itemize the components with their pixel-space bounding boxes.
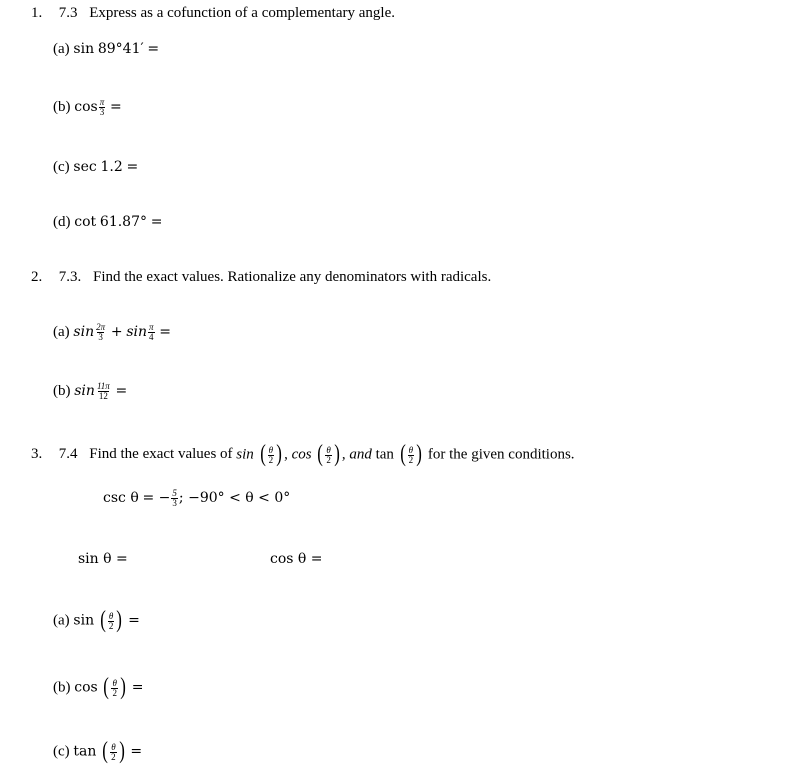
q3a-label: (a) xyxy=(53,612,70,629)
q3c-label: (c) xyxy=(53,743,70,760)
q2b-eq: = xyxy=(115,383,128,399)
q1c-arg: 1.2 xyxy=(100,159,123,175)
q3-theta-3: θ xyxy=(408,444,414,455)
q3a-two: 2 xyxy=(108,620,114,631)
q2a-fraction1 xyxy=(95,323,106,342)
q2-section: 7.3. xyxy=(58,269,82,285)
q1-number: 1. xyxy=(31,5,43,21)
q3-two-2: 2 xyxy=(326,454,331,465)
q3-comma-1: , xyxy=(284,446,288,463)
q2b-fraction xyxy=(96,382,111,401)
q3c-func: tan xyxy=(73,743,97,760)
q2b-den: 12 xyxy=(98,391,108,402)
q2-number: 2. xyxy=(31,269,43,285)
q3b-half-angle: ( $\frac{\theta}{2}$ ) xyxy=(103,674,126,700)
q2a-num2: π xyxy=(149,322,154,333)
q3b-two: 2 xyxy=(112,687,117,698)
q1c-eq: = xyxy=(126,159,139,175)
q3b-func: cos xyxy=(74,679,98,696)
q1a-func: sin xyxy=(73,41,95,57)
q2b-label: (b) xyxy=(53,383,71,399)
q3-instruction-post: for the given conditions. xyxy=(427,446,575,463)
q1c-func: sec xyxy=(73,159,97,175)
q3-heading xyxy=(31,443,575,467)
q3-part-a xyxy=(53,609,140,633)
q2a-num1: 2π xyxy=(96,322,106,333)
q3-tan-word: tan xyxy=(375,446,394,463)
q3-two-1: 2 xyxy=(268,454,274,465)
q1b-num: π xyxy=(99,97,105,108)
q3-part-c xyxy=(53,740,142,764)
q3-two-3: 2 xyxy=(408,454,414,465)
q3-cos-theta: cos θ = xyxy=(270,551,323,567)
q3a-half-angle: ( $\frac{\theta}{2}$ ) xyxy=(100,607,123,633)
q3-sin-theta: sin θ = xyxy=(78,551,128,567)
q2a-den2: 4 xyxy=(149,332,154,343)
q2a-den1: 3 xyxy=(98,332,103,343)
q3-section: 7.4 xyxy=(58,446,78,463)
q1-part-b xyxy=(53,98,122,117)
q3c-eq: = xyxy=(130,743,143,760)
q3c-two: 2 xyxy=(111,751,116,762)
q3b-eq: = xyxy=(131,679,144,696)
q3-given-condition xyxy=(103,489,290,508)
q3-part-b xyxy=(53,676,143,700)
q1c-label: (c) xyxy=(53,159,70,175)
q3c-half-angle: ( $\frac{\theta}{2}$ ) xyxy=(102,738,125,764)
q1-part-c xyxy=(53,158,138,176)
q1a-eq: = xyxy=(147,41,160,57)
q2a-label: (a) xyxy=(53,324,70,340)
q3-given-fraction xyxy=(171,489,178,508)
q1d-arg: 61.87° xyxy=(99,214,147,230)
q3-half-angle-3: ( $\frac{\theta}{2}$ ) xyxy=(399,441,422,467)
q2a-func2: sin xyxy=(126,324,148,340)
q1-heading xyxy=(31,4,395,22)
q1-instruction: Express as a cofunction of a complementary angle. xyxy=(89,5,395,21)
q1b-den: 3 xyxy=(99,107,105,118)
q2-heading xyxy=(31,268,491,286)
q1a-arg: 89°41′ xyxy=(97,41,144,57)
q3-half-angle-2: ( $\frac{\theta}{2}$ ) xyxy=(317,441,340,467)
q3-half-angle-1: ( $\frac{\theta}{2}$ ) xyxy=(259,441,282,467)
q3-theta-2: θ xyxy=(326,444,331,455)
q2a-plus: + xyxy=(110,324,123,340)
q2b-func: sin xyxy=(74,383,95,399)
q1b-fraction xyxy=(99,98,106,117)
q2a-fraction2 xyxy=(148,323,155,342)
q3-and-word: and xyxy=(349,446,372,463)
q2b-num: 11π xyxy=(96,381,110,392)
q1-part-d xyxy=(53,213,162,231)
q3-given-eq: = − xyxy=(142,490,171,506)
q1b-eq: = xyxy=(109,99,122,115)
q2-instruction: Find the exact values. Rationalize any denominators with radicals. xyxy=(93,269,492,285)
q3b-label: (b) xyxy=(53,679,71,696)
q3-number: 3. xyxy=(31,446,43,463)
q1-section: 7.3 xyxy=(58,5,78,21)
q2-part-a xyxy=(53,323,171,342)
q3-given-num: 5 xyxy=(172,488,177,499)
q1a-label: (a) xyxy=(53,41,70,57)
q3-cos-word: cos xyxy=(291,446,312,463)
q1d-func: cot xyxy=(74,214,97,230)
q2a-eq: = xyxy=(159,324,172,340)
q3c-theta: θ xyxy=(111,741,116,752)
q3-theta-1: θ xyxy=(268,444,274,455)
q1b-label: (b) xyxy=(53,99,71,115)
q3-given-den: 3 xyxy=(172,498,177,509)
q3-comma-2: , xyxy=(341,446,346,463)
q3-instruction-pre: Find the exact values of xyxy=(89,446,233,463)
q1d-eq: = xyxy=(150,214,163,230)
q1d-label: (d) xyxy=(53,214,71,230)
q3a-theta: θ xyxy=(108,610,114,621)
q3-sin-word: sin xyxy=(236,446,254,463)
q3b-theta: θ xyxy=(112,677,117,688)
q3-given-func: csc θ xyxy=(103,490,139,506)
q1-part-a xyxy=(53,40,159,58)
q3a-eq: = xyxy=(128,612,140,629)
q2-part-b xyxy=(53,382,127,401)
q2a-func1: sin xyxy=(73,324,95,340)
q3a-func: sin xyxy=(73,612,95,629)
q1b-func: cos xyxy=(74,99,98,115)
q3-given-range: ; −90° < θ < 0° xyxy=(178,490,291,506)
